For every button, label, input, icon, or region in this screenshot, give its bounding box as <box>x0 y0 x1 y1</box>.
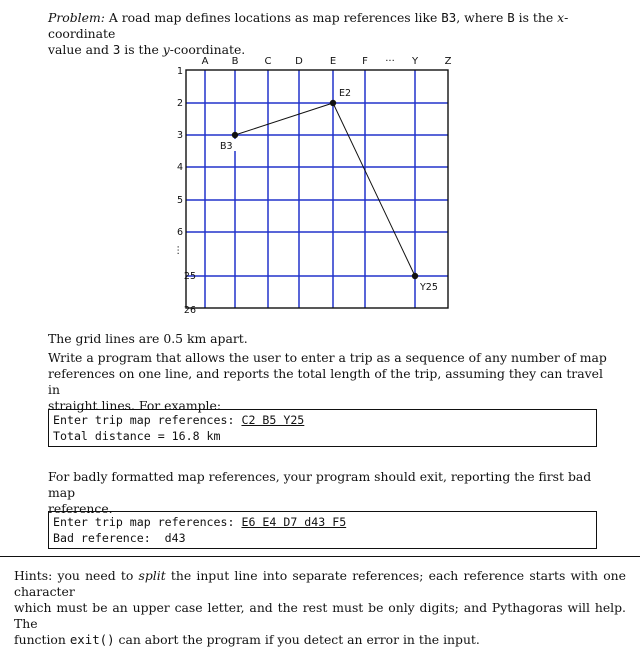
example-input: C2 B5 Y25 <box>241 413 305 427</box>
row-label: 6 <box>176 227 183 238</box>
row-label: 1 <box>176 66 183 77</box>
row-label: ⋮ <box>173 245 183 256</box>
grid-horizontal-lines <box>186 103 448 276</box>
example-output-box: Enter trip map references: C2 B5 Y25 Total distance = 16.8 km <box>48 409 597 447</box>
row-label: 2 <box>176 98 183 109</box>
example-result: Bad reference: d43 <box>53 530 186 545</box>
col-label: D <box>295 56 303 67</box>
col-label: B <box>231 56 239 67</box>
point-label: Y25 <box>420 282 438 293</box>
point-label: B3 <box>220 141 233 152</box>
grid-note: The grid lines are 0.5 km apart. <box>48 331 248 346</box>
trip-segment <box>235 103 333 135</box>
bad-format-description: For badly formatted map references, your program should exit, reporting the first bad map reference. <box>48 469 592 516</box>
row-label: 5 <box>176 195 183 206</box>
hints: Hints: you need to split the input line into separate references; each reference starts with one character which must be an upper case letter, and the rest must be only digits; and Pythagoras will help. The function exit() can abort the program if you detect an error in the input. <box>14 568 626 647</box>
map-border <box>183 70 448 308</box>
col-label: C <box>264 56 272 67</box>
hints-divider <box>0 556 640 557</box>
point-b3 <box>232 132 238 138</box>
row-label: 4 <box>176 162 183 173</box>
problem-label: Problem: <box>48 10 105 25</box>
point-e2 <box>330 100 336 106</box>
example-input: E6 E4 D7 d43 F5 <box>241 515 347 529</box>
col-label: ··· <box>385 56 395 67</box>
task-description: Write a program that allows the user to enter a trip as a sequence of any number of map references on one line, and reports the total length of the trip, assuming they can travel in straight lines. For example: <box>48 350 607 413</box>
trip-path <box>235 103 415 276</box>
row-label: 26 <box>183 305 196 314</box>
column-labels <box>202 56 452 67</box>
point-y25 <box>412 273 418 279</box>
grid-vertical-lines <box>205 70 415 308</box>
col-label: F <box>362 56 368 67</box>
row-label: 3 <box>176 130 183 141</box>
problem-statement: Problem: A road map defines locations as map references like B3, where B is the x-coordinate value and 3 is the y-coordinate. <box>48 10 569 57</box>
bad-reference-box: Enter trip map references: E6 E4 D7 d43 F5 Bad reference: d43 <box>48 511 597 549</box>
col-label: A <box>201 56 209 67</box>
trip-segment <box>333 103 415 276</box>
col-label: Y <box>411 56 419 67</box>
map-grid-figure <box>168 52 468 314</box>
example-result: Total distance = 16.8 km <box>53 428 221 443</box>
row-label: 25 <box>183 271 196 282</box>
col-label: Z <box>444 56 452 67</box>
point-label: E2 <box>339 88 352 99</box>
point-labels <box>218 87 440 293</box>
col-label: E <box>329 56 337 67</box>
